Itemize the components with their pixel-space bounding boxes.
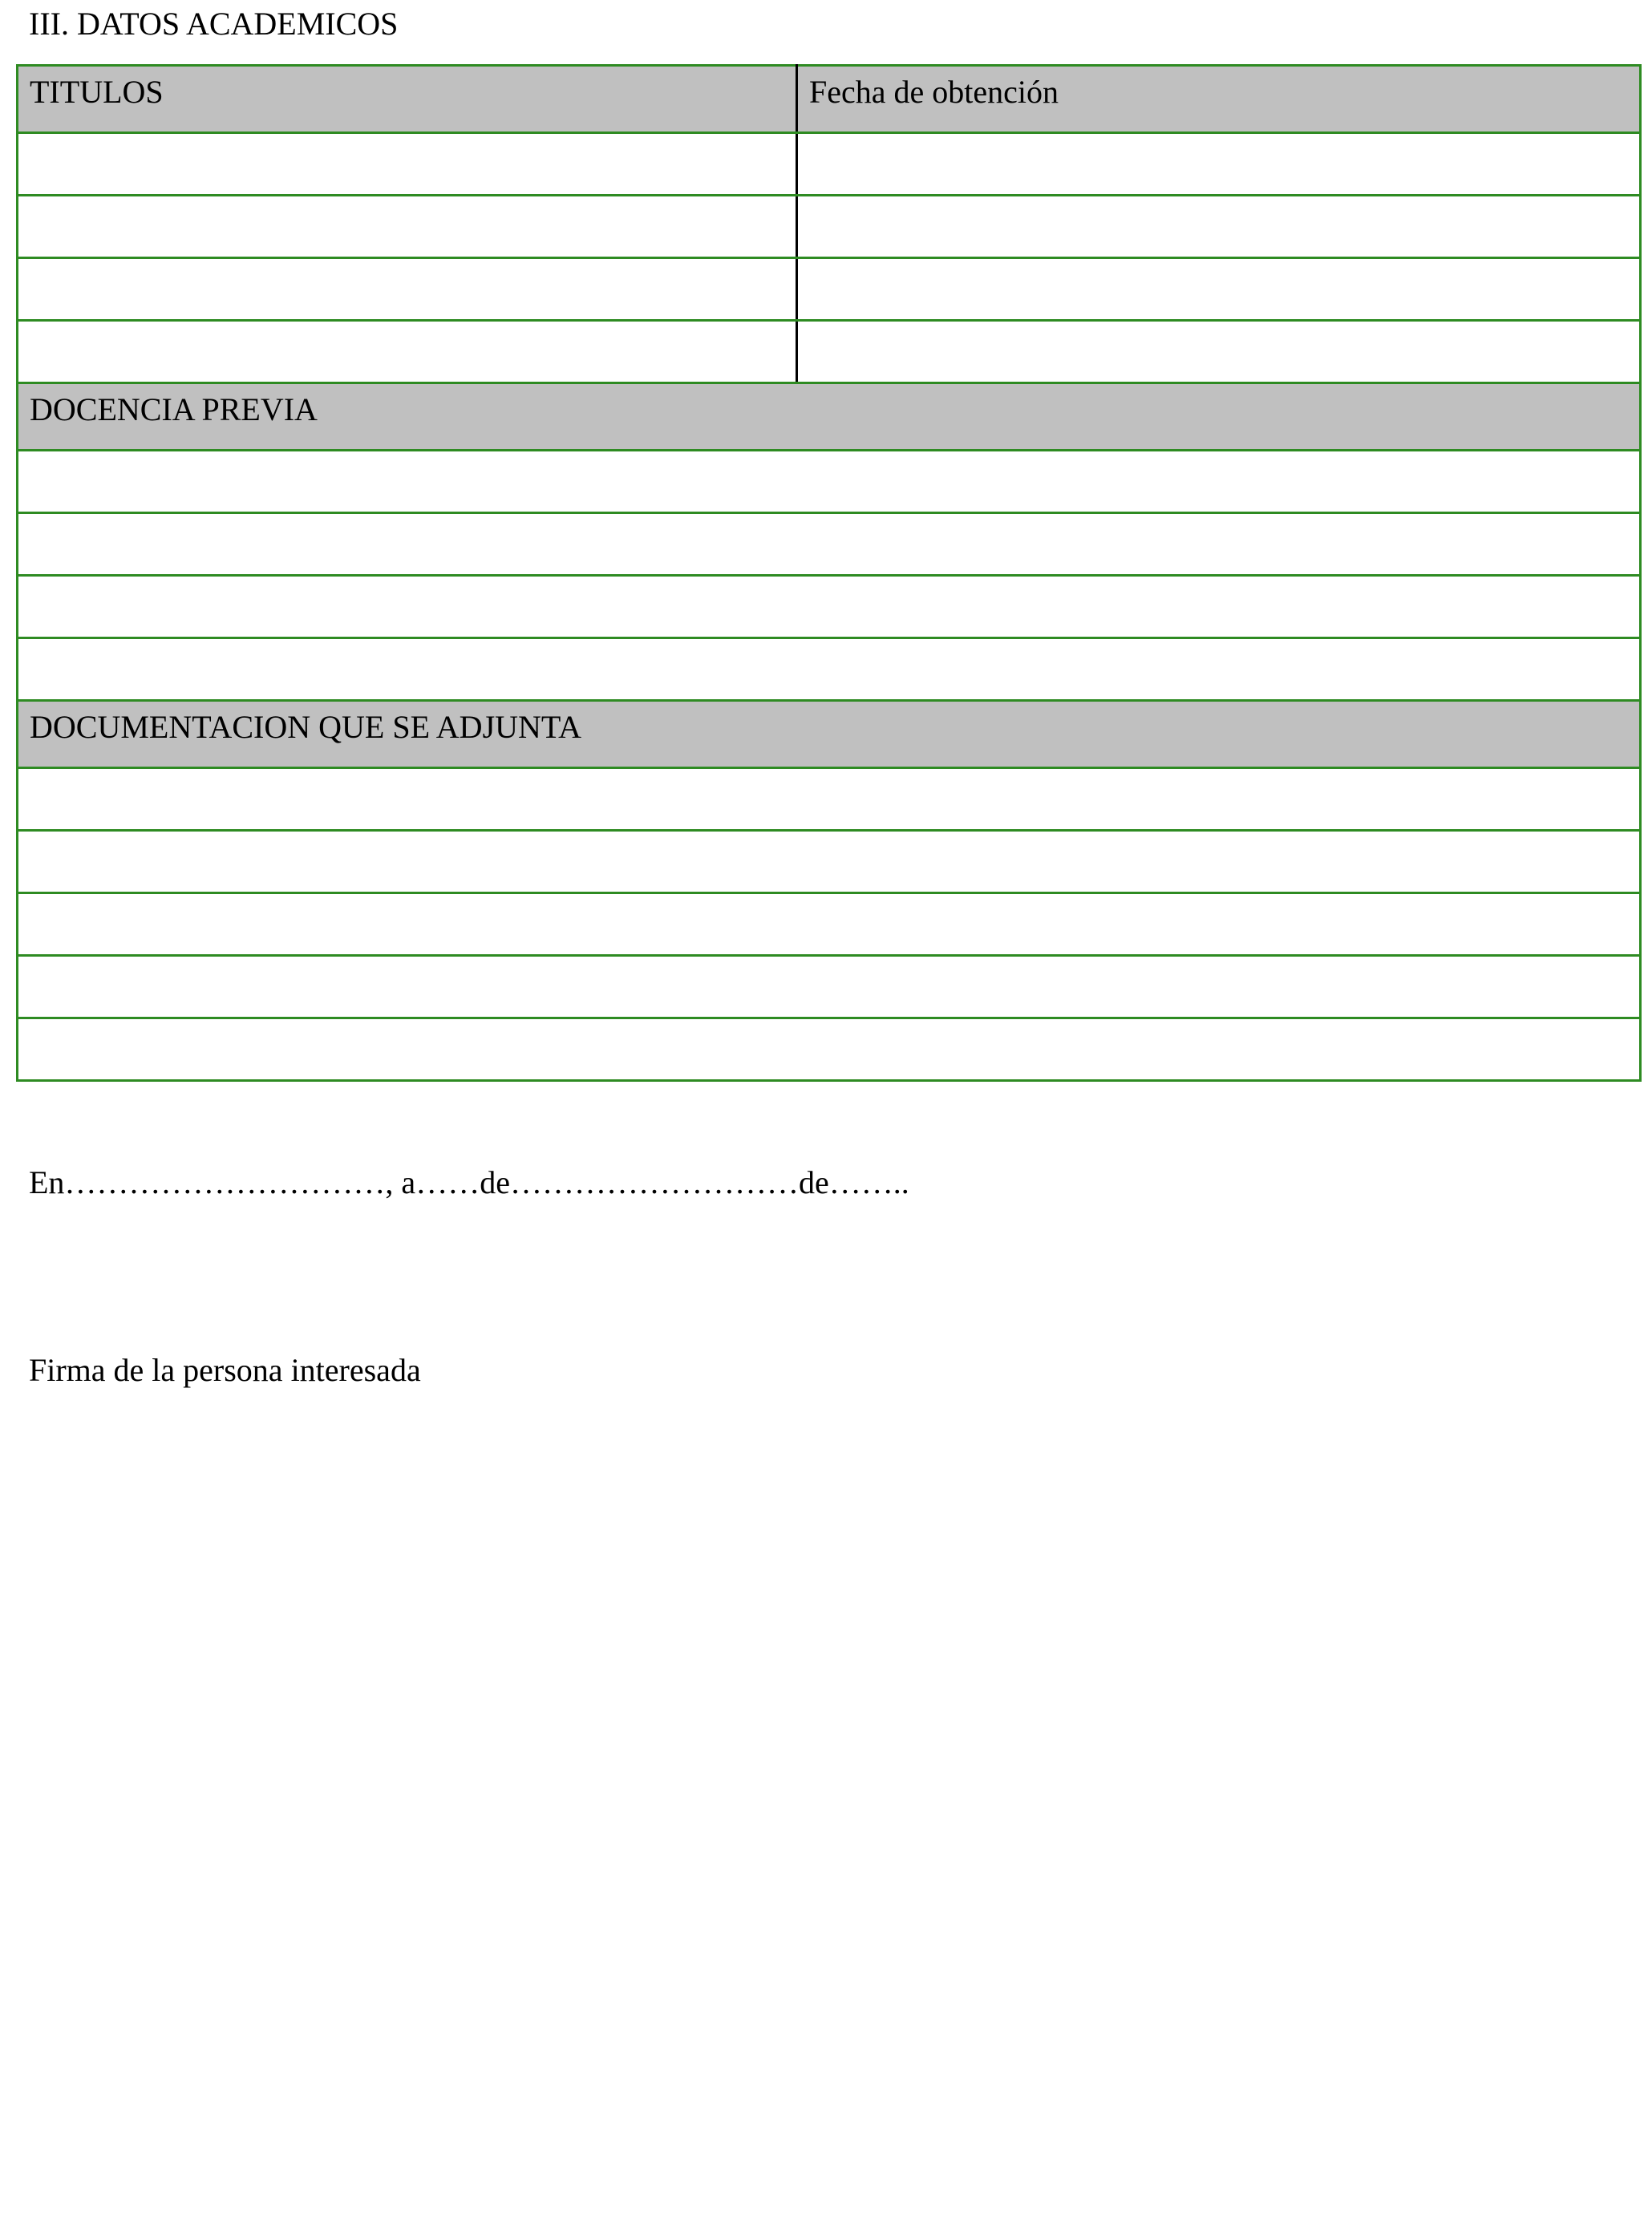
titulo-row xyxy=(18,321,1641,383)
titulo-row xyxy=(18,133,1641,196)
docencia-row xyxy=(18,451,1641,513)
fecha-field-2[interactable] xyxy=(797,196,1641,258)
documentacion-field-3[interactable] xyxy=(18,893,1641,956)
docencia-previa-header: DOCENCIA PREVIA xyxy=(18,383,1641,451)
documentacion-row xyxy=(18,768,1641,831)
academic-data-table xyxy=(16,64,1642,1082)
fecha-field-4[interactable] xyxy=(797,321,1641,383)
titulo-field-2[interactable] xyxy=(18,196,797,258)
docencia-field-1[interactable] xyxy=(18,451,1641,513)
signature-label: Firma de la persona interesada xyxy=(29,1352,421,1388)
titulo-field-4[interactable] xyxy=(18,321,797,383)
fecha-field-1[interactable] xyxy=(797,133,1641,196)
titulo-field-1[interactable] xyxy=(18,133,797,196)
documentacion-field-1[interactable] xyxy=(18,768,1641,831)
docencia-header-row xyxy=(18,383,1641,451)
documentacion-row xyxy=(18,1018,1641,1081)
docencia-field-2[interactable] xyxy=(18,513,1641,576)
docencia-row xyxy=(18,638,1641,701)
titulos-header: TITULOS xyxy=(18,66,797,133)
documentacion-header: DOCUMENTACION QUE SE ADJUNTA xyxy=(18,701,1641,768)
titulos-header-row xyxy=(18,66,1641,133)
titulo-row xyxy=(18,258,1641,321)
docencia-row xyxy=(18,576,1641,638)
docencia-field-3[interactable] xyxy=(18,576,1641,638)
titulo-field-3[interactable] xyxy=(18,258,797,321)
documentacion-field-2[interactable] xyxy=(18,831,1641,893)
titulo-row xyxy=(18,196,1641,258)
fecha-field-3[interactable] xyxy=(797,258,1641,321)
documentacion-row xyxy=(18,956,1641,1018)
documentacion-field-5[interactable] xyxy=(18,1018,1641,1081)
documentacion-field-4[interactable] xyxy=(18,956,1641,1018)
documentacion-header-row xyxy=(18,701,1641,768)
place-date-line: En…………………………, a……de………………………de…….. xyxy=(29,1164,909,1200)
documentacion-row xyxy=(18,893,1641,956)
docencia-row xyxy=(18,513,1641,576)
fecha-obtencion-header: Fecha de obtención xyxy=(797,66,1641,133)
docencia-field-4[interactable] xyxy=(18,638,1641,701)
section-title: III. DATOS ACADEMICOS xyxy=(29,6,399,42)
documentacion-row xyxy=(18,831,1641,893)
